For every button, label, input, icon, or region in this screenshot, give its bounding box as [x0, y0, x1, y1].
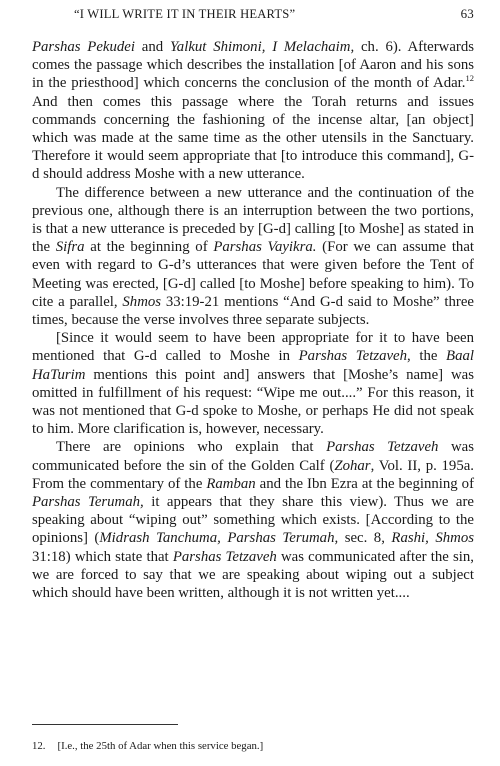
- paragraph: [32, 184, 474, 330]
- paragraph: [32, 329, 474, 438]
- italic-reference: Parshas Tetzaveh: [172, 548, 277, 565]
- paragraph: [32, 438, 474, 602]
- text-run: it appears that they share this view). Thus we are speaking about “wiping out” something which exists. [According to the opinions] (: [32, 494, 474, 547]
- italic-reference: Shmos: [122, 293, 162, 310]
- text-run: at the beginning of: [84, 239, 214, 256]
- footnote-text: [I.e., the 25th of Adar when this service began.]: [57, 740, 264, 752]
- text-run: The difference between a new utterance and the continuation of the previous one, although there is an interruption between the two portions, is that a new utterance is preceded by [G-d] calling [to Moshe] as stated in the: [32, 184, 474, 256]
- italic-reference: Yalkut Shimoni, I Melachaim,: [169, 39, 355, 55]
- italic-reference: Sifra: [55, 239, 85, 256]
- italic-reference: Parshas Vayikra.: [213, 239, 317, 256]
- body-text: [32, 38, 474, 602]
- running-title: “I WILL WRITE IT IN THEIR HEARTS”: [74, 7, 296, 21]
- text-run: [Since it would seem to have been appropriate for it to have been mentioned that G-d called to Moshe in: [32, 330, 474, 365]
- text-run: sec. 8,: [338, 530, 392, 547]
- page-number: 63: [460, 6, 474, 21]
- text-run: , Vol. II, p. 195a. From the commentary of the: [32, 457, 474, 492]
- italic-reference: Parshas Terumah,: [32, 494, 144, 511]
- text-run: 33:19-21 mentions “And G-d said to Moshe” three times, because the verse involves three separate subjects.: [32, 293, 474, 329]
- text-run: was communicated after the sin, we are forced to say that we are speaking about wiping out a subject which should have been written, although it is not written yet....: [32, 548, 474, 602]
- italic-reference: Parshas Tetzaveh: [326, 439, 439, 456]
- text-run: mentions this point and] answers that [Moshe’s name] was omitted in fulfillment of his request: “Wipe me out....” For this reason, it was not mentioned that G-d spoke to Moshe, or perhaps He did not speak to him. More clarification is, however, necessary.: [32, 366, 474, 438]
- italic-reference: Parshas Tetzaveh: [298, 348, 408, 365]
- footnote-number: 12.: [32, 740, 46, 752]
- italic-reference: Zohar: [334, 457, 371, 474]
- italic-reference: Rashi, Shmos: [391, 530, 474, 547]
- paragraph: [32, 38, 474, 184]
- text-run: (For we can assume that even with regard to G-d’s utterances that were given before the Tent of Meeting was erected, [G-d] called [to Moshe] before speaking to him). To cite a parallel,: [32, 239, 475, 310]
- text-run: There are opinions who explain that: [56, 439, 327, 456]
- footnote: [32, 740, 263, 752]
- footnote-rule: [32, 724, 178, 725]
- text-run: and the Ibn Ezra at the beginning of: [255, 475, 475, 492]
- italic-reference: Ramban: [206, 475, 256, 492]
- text-run: And then comes this passage where the Torah returns and issues commands concerning the fashioning of the incense altar, [an object] which was made at the same time as the other utensils in the Sanctuary. Therefore it would seem appropriate that [to introduce this command], G-d should address Moshe with a new utterance.: [32, 93, 474, 183]
- footnote-ref: 12: [465, 73, 474, 84]
- text-run: 31:18) which state that: [32, 548, 173, 565]
- text-run: ch. 6). Afterwards comes the passage which describes the installation [of Aaron and his sons in the priesthood] which concerns the conclusion of the month of Adar.: [32, 39, 475, 92]
- text-run: , the: [407, 348, 447, 365]
- italic-reference: Parshas Pekudei: [32, 39, 135, 55]
- italic-reference: Baal HaTurim: [32, 348, 474, 383]
- text-run: was communicated before the sin of the Golden Calf (: [32, 439, 474, 474]
- text-run: and: [134, 39, 170, 55]
- running-head: [32, 6, 474, 28]
- book-page: [32, 6, 474, 766]
- italic-reference: Midrash Tanchuma, Parshas Terumah,: [99, 530, 339, 547]
